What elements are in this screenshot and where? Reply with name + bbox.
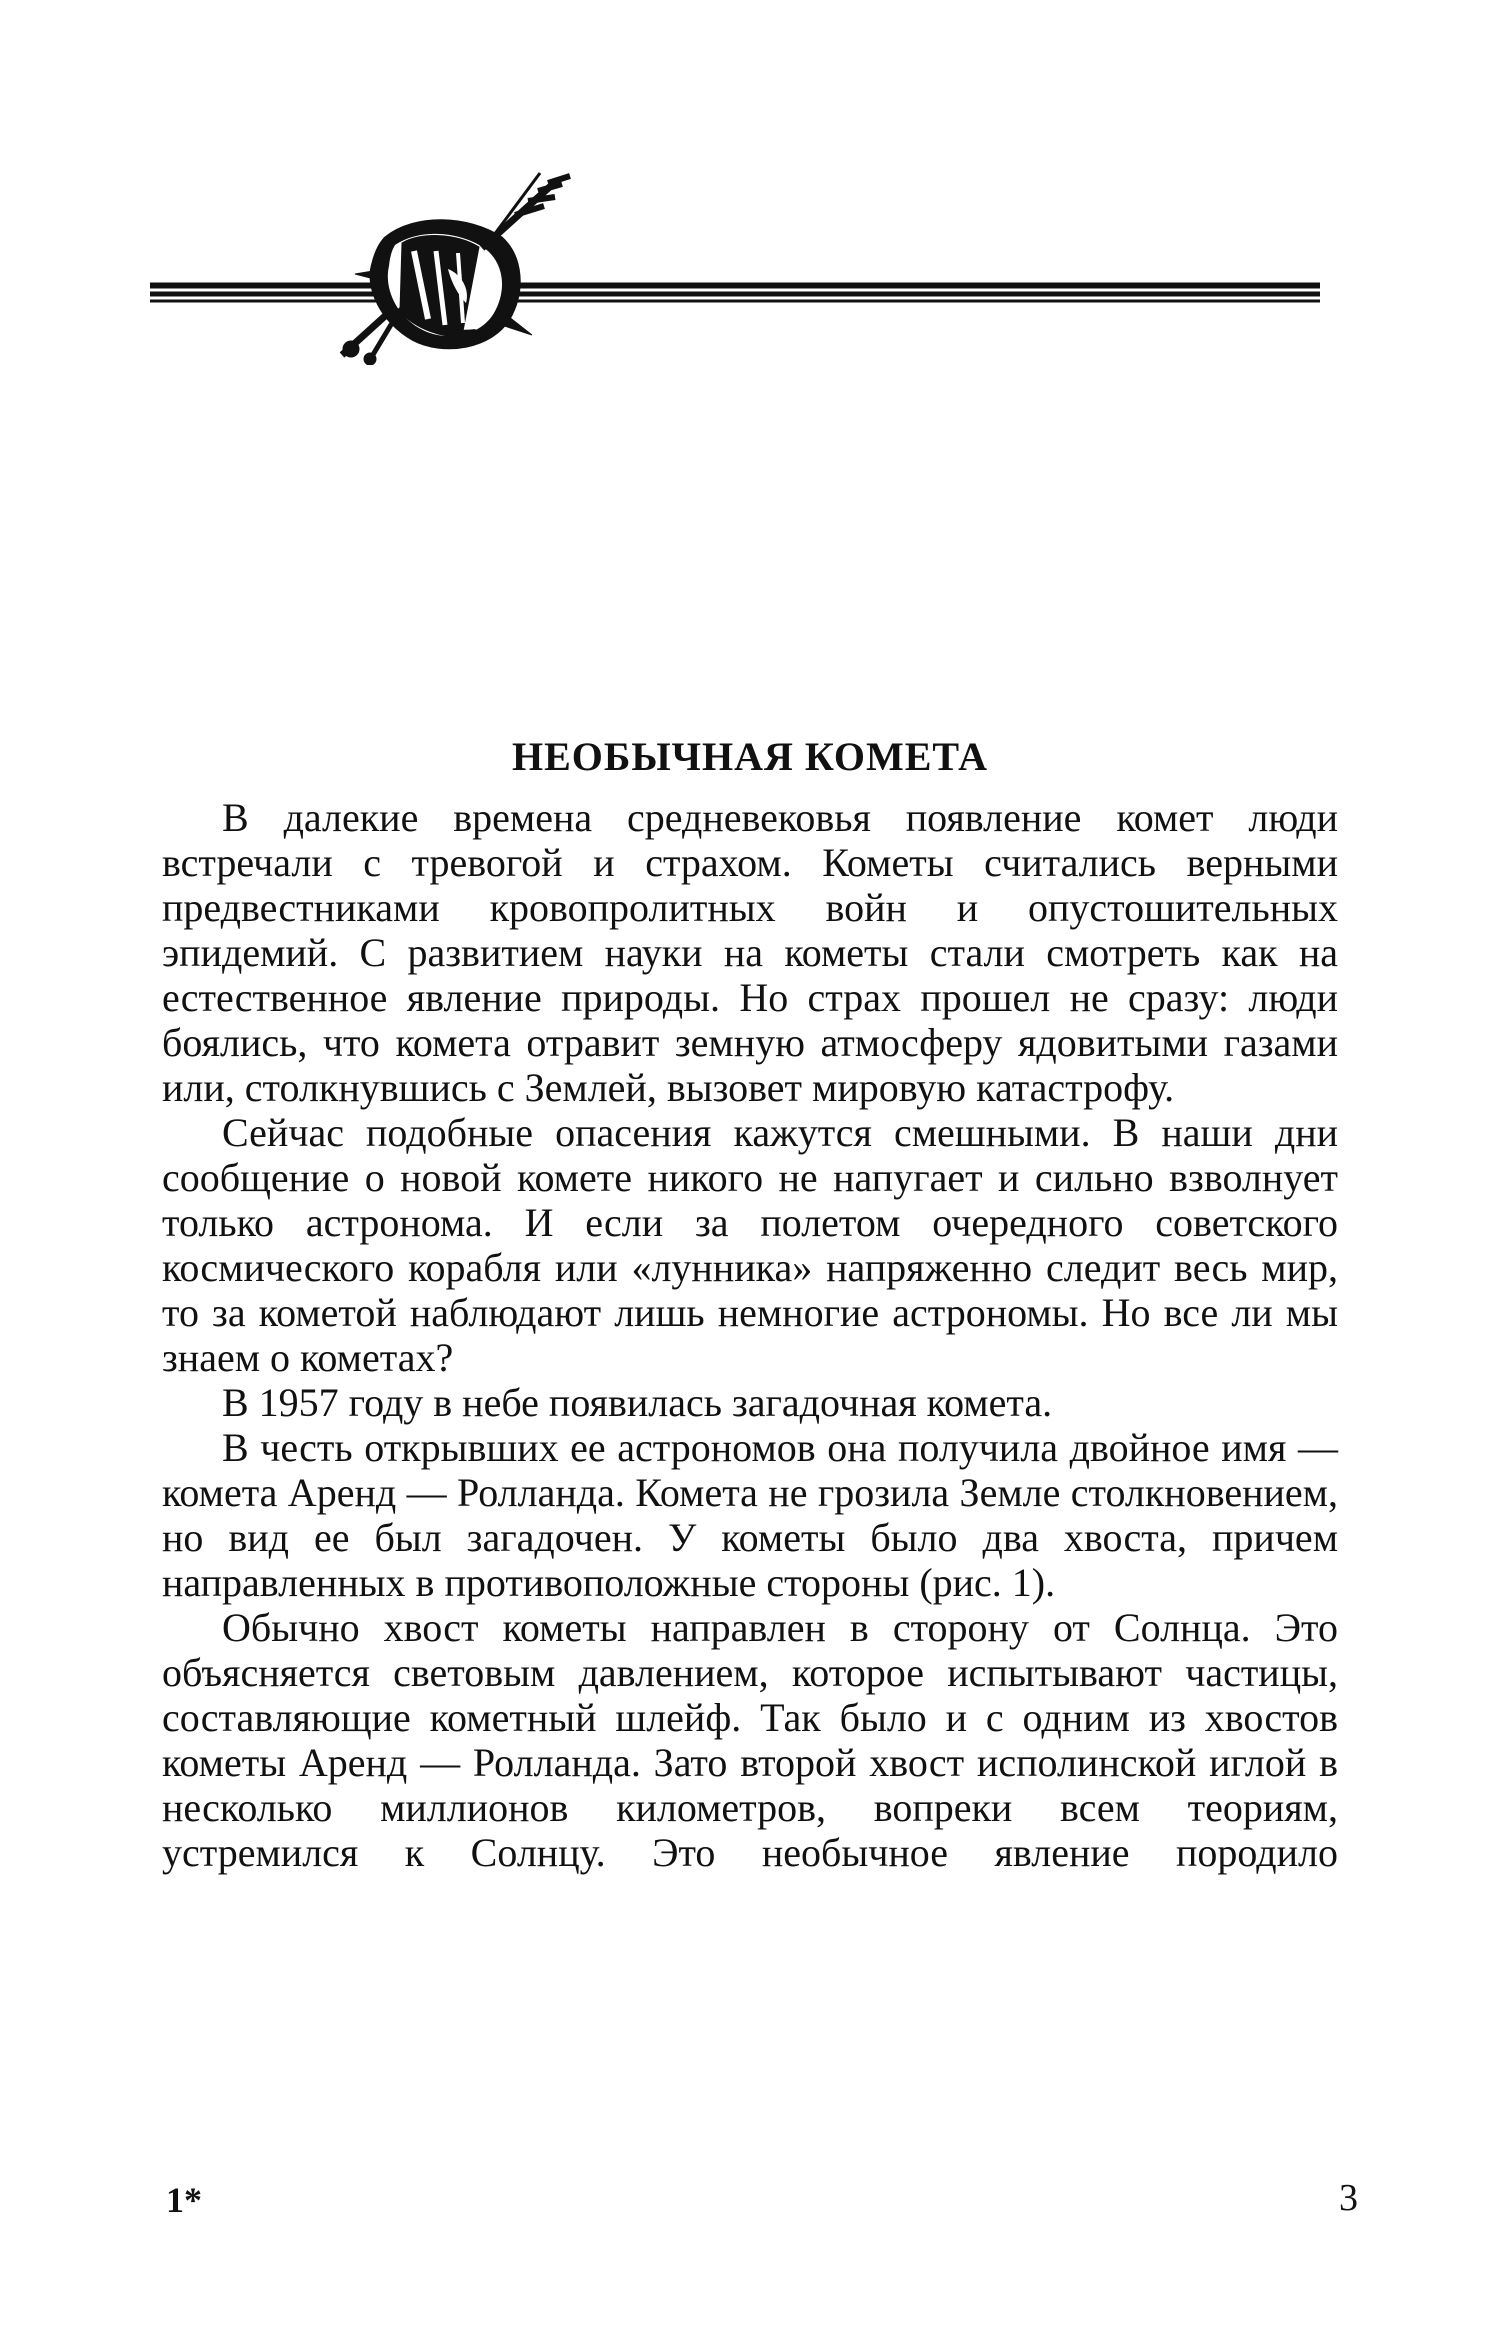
- chapter-title: НЕОБЫЧНАЯ КОМЕТА: [512, 733, 988, 779]
- satellite-rule-ornament-icon: [150, 165, 1320, 365]
- signature-mark: 1*: [166, 2180, 202, 2220]
- body-text: [162, 795, 1338, 1875]
- paragraph: В 1957 году в небе появилась загадочная комета.: [222, 1380, 1053, 1425]
- paragraph: Сейчас подобные опасения кажутся смешными. В наши дни сообщение о новой комете никого не напугает и сильно взволнует только астронома. И если за полетом очередного советского космического корабля или «лунника» напряженно следит весь мир, то за кометой наблюдают лишь немногие астрономы. Но все ли мы знаем о кометах?: [162, 1110, 1338, 1380]
- paragraph: В далекие времена средневековья появление комет люди встречали с тревогой и страхом. Кометы считались верными предвестниками кровопролитных войн и опустошительных эпидемий. С развитием науки на кометы стали смотреть как на естественное явление природы. Но страх прошел не сразу: люди боялись, что комета отравит земную атмосферу ядовитыми газами или, столкнувшись с Землей, вызовет мировую катастрофу.: [162, 795, 1338, 1110]
- paragraph: В честь открывших ее астрономов она получила двойное имя — комета Аренд — Ролланда. Комета не грозила Земле столкновением, но вид ее был загадочен. У кометы было два хвоста, причем направленных в противоположные стороны (рис. 1).: [162, 1425, 1338, 1605]
- page-number: 3: [1339, 2177, 1358, 2219]
- paragraph: Обычно хвост кометы направлен в сторону от Солнца. Это объясняется световым давлением, которое испытывают частицы, составляющие кометный шлейф. Так было и с одним из хвостов кометы Аренд — Ролланда. Зато второй хвост исполинской иглой в несколько миллионов километров, вопреки всем теориям, устремился к Солнцу. Это необычное явление породило: [162, 1605, 1338, 1875]
